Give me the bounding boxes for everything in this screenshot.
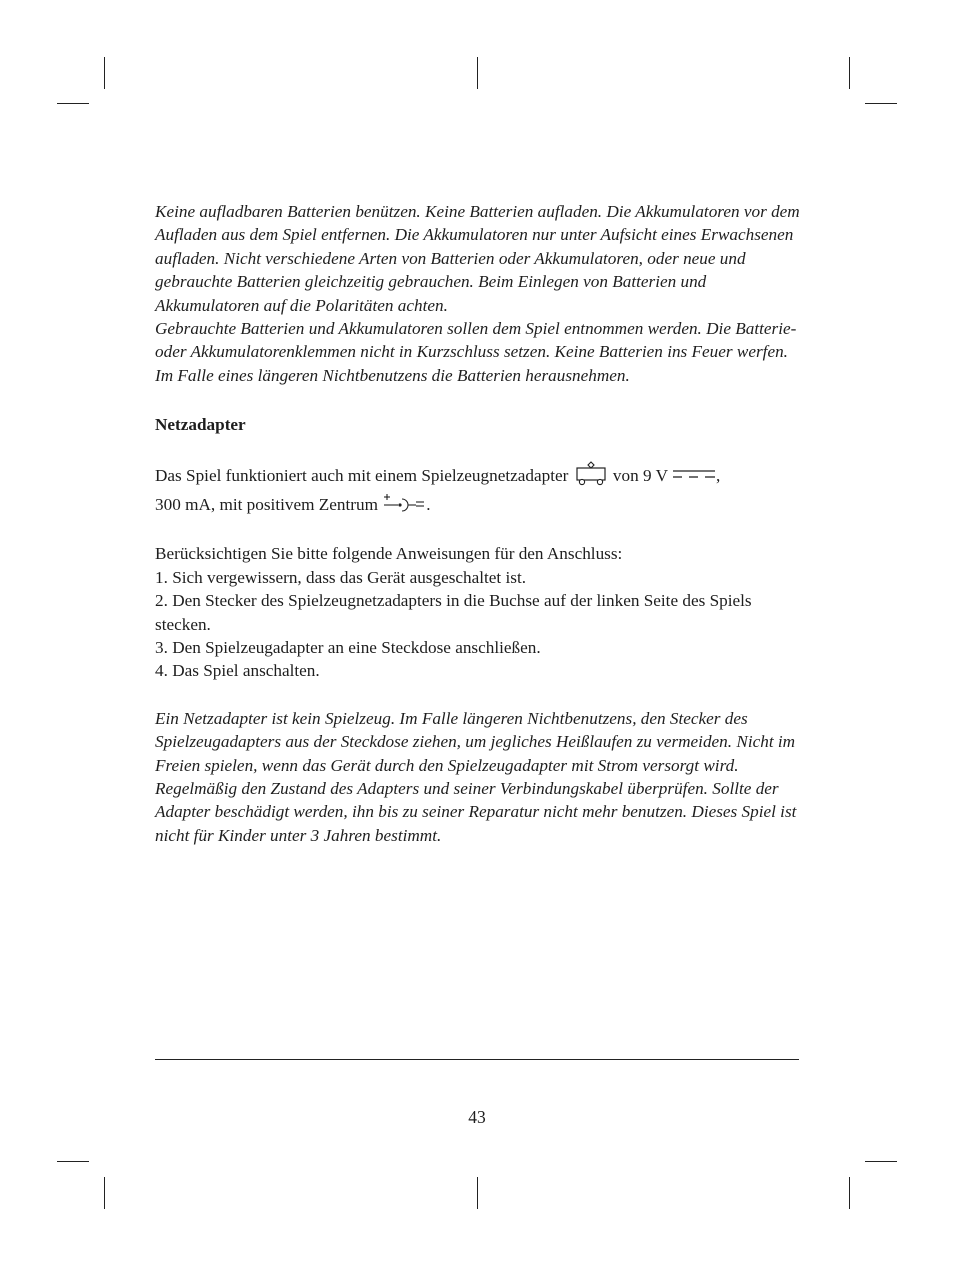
adapter-intro-text-3: , [715, 465, 721, 485]
toy-transformer-icon [573, 461, 609, 493]
adapter-warning-paragraph: Ein Netzadapter ist kein Spielzeug. Im Falle längeren Nichtbenutzens, den Stecker des Spielzeugadapters aus der Steckdose ziehen, um jegliches Heißlaufen zu vermeiden. Nicht im Freien spielen, wenn das Gerät durch den Spielzeugadapter mit Strom versorgt wird. Regelmäßig den Zustand des Adapters und seiner Verbindungskabel überprüfen. Sollte der Adapter beschädigt werden, ihn bis zu seiner Reparatur nicht mehr benutzen. Dieses Spiel ist nicht für Kinder unter 3 Jahren bestimmt. [155, 708, 797, 845]
battery-warning-paragraph-1: Keine aufladbaren Batterien benützen. Keine Batterien aufladen. Die Akkumulatoren vor dem Aufladen aus dem Spiel entfernen. Die Akkumulatoren nur unter Aufsicht eines Erwachsenen aufladen. Nicht verschiedene Arten von Batterien oder Akkumulatoren, oder neue und gebrauchte Batterien gleichzeitig gebrauchen. Beim Einlegen von Batterien und Akkumulatoren auf die Polaritäten achten. [155, 202, 800, 315]
instruction-item-4: 4. Das Spiel anschalten. [155, 661, 320, 681]
crop-mark-bottom-left-v [104, 1177, 105, 1209]
adapter-intro-text-5: . [426, 495, 431, 515]
crop-mark-bottom-right-v [849, 1177, 850, 1209]
footer-rule [155, 1059, 799, 1060]
crop-mark-bottom-right-h [865, 1161, 897, 1162]
crop-mark-top-right-h [865, 103, 897, 104]
battery-warning-paragraph-2: Gebrauchte Batterien und Akkumulatoren sollen dem Spiel entnommen werden. Die Batterie- oder Akkumulatorenklemmen nicht in Kurzschluss setzen. Keine Batterien ins Feuer werfen. Im Falle eines längeren Nichtbenutzens die Batterien herausnehmen. [155, 319, 797, 385]
adapter-intro [155, 461, 805, 519]
crop-mark-top-right-v [849, 57, 850, 89]
adapter-intro-text-2: von 9 V [612, 465, 668, 485]
instruction-item-3: 3. Den Spielzeugadapter an eine Steckdose anschließen. [155, 637, 541, 657]
crop-mark-top-center-v [477, 57, 478, 89]
instructions-intro: Berücksichtigen Sie bitte folgende Anweisungen für den Anschluss: [155, 544, 623, 564]
instruction-item-2: 2. Den Stecker des Spielzeugnetzadapters in die Buchse auf der linken Seite des Spiels stecken. [155, 591, 752, 634]
page-number: 43 [468, 1107, 486, 1127]
section-heading: Netzadapter [155, 415, 246, 435]
center-positive-polarity-icon [382, 494, 426, 518]
crop-mark-top-left-h [57, 103, 89, 104]
dc-current-icon [672, 465, 716, 488]
page-content [155, 200, 805, 847]
crop-mark-bottom-left-h [57, 1161, 89, 1162]
adapter-intro-text-4: 300 mA, mit positivem Zentrum [155, 495, 378, 515]
crop-mark-top-left-v [104, 57, 105, 89]
instruction-item-1: 1. Sich vergewissern, dass das Gerät ausgeschaltet ist. [155, 567, 527, 587]
crop-mark-bottom-center-v [477, 1177, 478, 1209]
adapter-intro-text-1: Das Spiel funktioniert auch mit einem Spielzeugnetzadapter [155, 465, 569, 485]
